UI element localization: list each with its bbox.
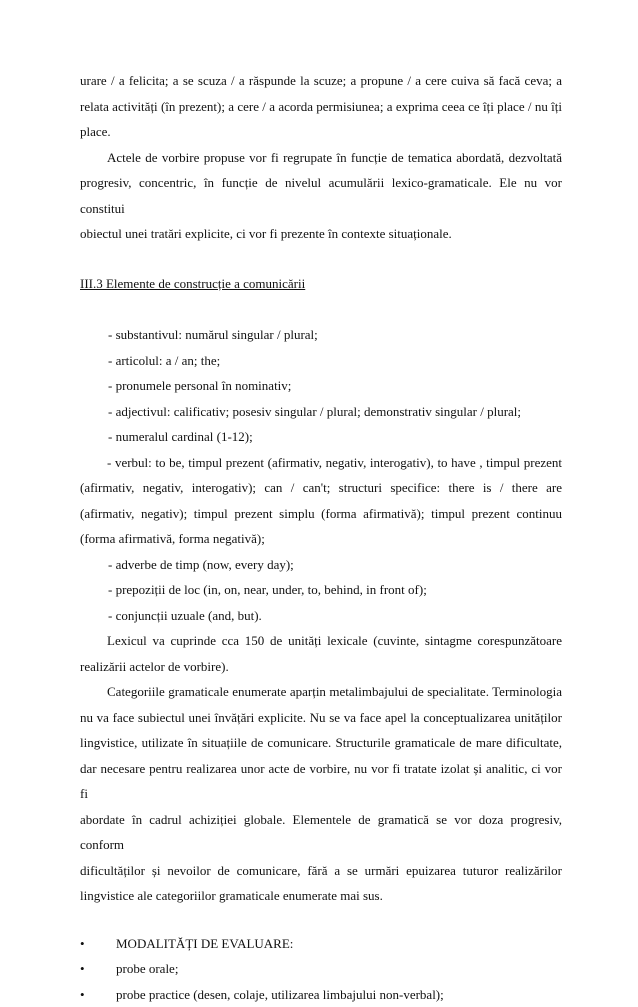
bullet-item: [80, 931, 562, 957]
text-line: Categoriile gramaticale enumerate aparțin metalimbajului de specialitate. Terminologia: [80, 679, 562, 705]
evaluation-list: [80, 931, 562, 1007]
list-item: - prepoziții de loc (in, on, near, under, to, behind, in front of);: [80, 577, 562, 603]
text-line: realizării actelor de vorbire).: [80, 654, 562, 680]
text-line: dificultăților și nevoilor de comunicare, fără a se urmări epuizarea tuturor realizărilor: [80, 858, 562, 884]
list-item: - conjuncții uzuale (and, but).: [80, 603, 562, 629]
text-line: urare / a felicita; a se scuza / a răspunde la scuze; a propune / a cere cuiva să facă ceva; a: [80, 68, 562, 94]
text-line: relata activități (în prezent); a cere / a acorda permisiunea; a exprima ceea ce îți place / nu îți: [80, 94, 562, 120]
text-line: (afirmativ, negativ); timpul prezent simplu (forma afirmativă); timpul prezent continuu: [80, 501, 562, 527]
grammar-list: [80, 322, 562, 628]
bullet-icon: •: [80, 982, 116, 1007]
text-line: obiectul unei tratări explicite, ci vor fi prezente în contexte situaționale.: [80, 221, 562, 247]
text-line: (forma afirmativă, forma negativă);: [80, 526, 562, 552]
text-line: abordate în cadrul achiziției globale. Elementele de gramatică se vor doza progresiv, conform: [80, 807, 562, 858]
text-line: Lexicul va cuprinde cca 150 de unități lexicale (cuvinte, sintagme corespunzătoare: [80, 628, 562, 654]
bullet-text: probe practice (desen, colaje, utilizarea limbajului non-verbal);: [116, 982, 444, 1007]
text-line: lingvistice ale categoriilor gramaticale enumerate mai sus.: [80, 883, 562, 909]
lexicon-paragraph: [80, 628, 562, 679]
list-item: - articolul: a / an; the;: [80, 348, 562, 374]
text-line: nu va face subiectul unei învățări explicite. Nu se va face apel la conceptualizarea unităților: [80, 705, 562, 731]
list-item: - adverbe de timp (now, every day);: [80, 552, 562, 578]
bullet-icon: •: [80, 931, 116, 957]
section-heading: III.3 Elemente de construcție a comunicării: [80, 271, 562, 297]
text-line: progresiv, concentric, în funcție de nivelul acumulării lexico-gramaticale. Ele nu vor constitui: [80, 170, 562, 221]
intro-paragraph: [80, 68, 562, 145]
text-line: - verbul: to be, timpul prezent (afirmativ, negativ, interogativ), to have , timpul prezent: [80, 450, 562, 476]
text-line: dar necesare pentru realizarea unor acte de vorbire, nu vor fi tratate izolat și analitic, ci vor fi: [80, 756, 562, 807]
document-page: [80, 68, 562, 1007]
speech-acts-paragraph: [80, 145, 562, 247]
list-item: - pronumele personal în nominativ;: [80, 373, 562, 399]
text-line: lingvistice, utilizate în situațiile de comunicare. Structurile gramaticale de mare dificultate,: [80, 730, 562, 756]
list-item: - substantivul: numărul singular / plural;: [80, 322, 562, 348]
verb-list-item: [80, 450, 562, 552]
bullet-item: [80, 982, 562, 1007]
bullet-item: [80, 956, 562, 982]
text-line: Actele de vorbire propuse vor fi regrupate în funcție de tematica abordată, dezvoltată: [80, 145, 562, 171]
bullet-icon: •: [80, 956, 116, 982]
categories-paragraph: [80, 679, 562, 909]
bullet-text: MODALITĂȚI DE EVALUARE:: [116, 931, 293, 957]
text-line: (afirmativ, negativ, interogativ); can / can't; structuri specifice: there is / there are: [80, 475, 562, 501]
text-line: place.: [80, 119, 562, 145]
bullet-text: probe orale;: [116, 956, 178, 982]
list-item: - adjectivul: calificativ; posesiv singular / plural; demonstrativ singular / plural;: [80, 399, 562, 425]
list-item: - numeralul cardinal (1-12);: [80, 424, 562, 450]
